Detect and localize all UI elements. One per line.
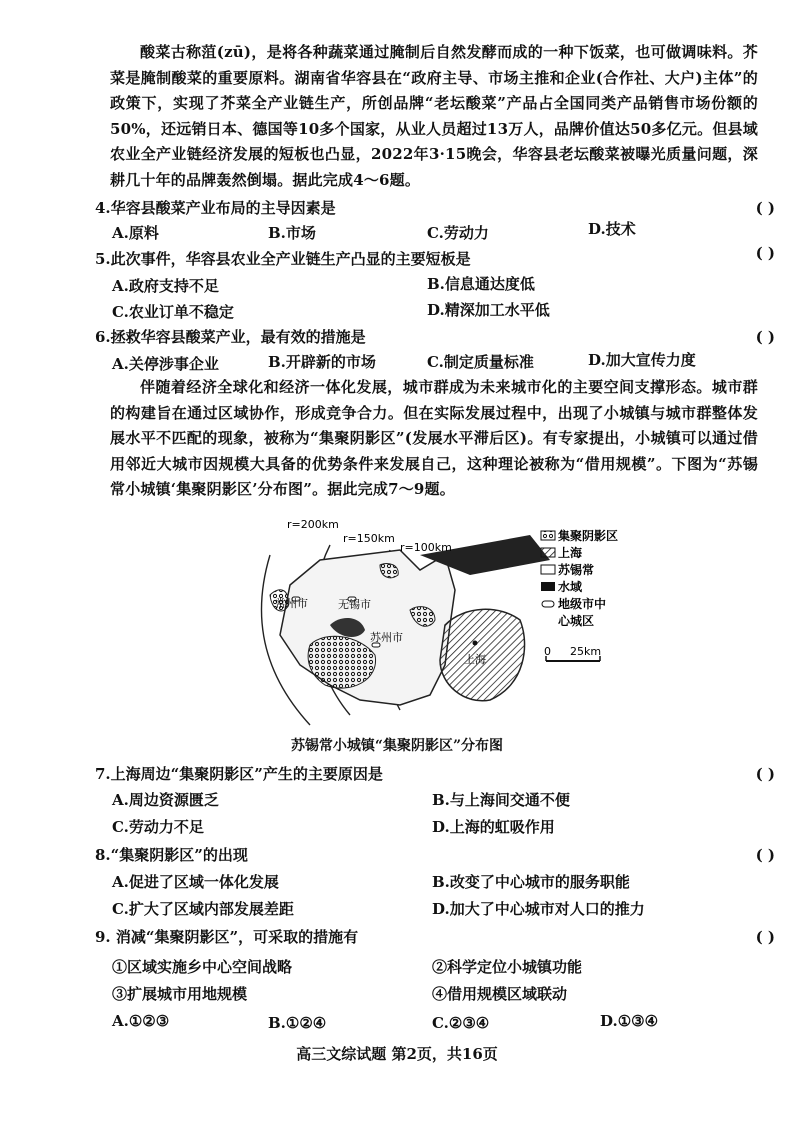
distribution-map (230, 515, 650, 730)
question-8 (95, 844, 775, 866)
radius-label: r=200km (287, 518, 339, 531)
question-9 (95, 926, 775, 948)
legend-swatch (541, 531, 555, 540)
suxichang-region (280, 550, 455, 705)
legend-label: 心城区 (558, 614, 595, 628)
passage-2 (110, 375, 758, 503)
question-4 (95, 197, 775, 219)
option[interactable]: C.②③④ (432, 1014, 490, 1032)
option[interactable]: A.①②③ (112, 1012, 170, 1030)
option[interactable]: B.信息通达度低 (427, 275, 535, 293)
question-7-stem: 7.上海周边“集聚阴影区”产生的主要原因是 (95, 765, 383, 783)
answer-paren[interactable]: ( ) (755, 765, 775, 783)
map-legend (541, 528, 618, 628)
statement-item: ①区域实施乡中心空间战略 (112, 958, 293, 976)
option[interactable]: A.关停涉事企业 (112, 355, 219, 373)
question-6 (95, 326, 775, 348)
passage-2-text: 伴随着经济全球化和经济一体化发展，城市群成为未来城市化的主要空间支撑形态。城市群的构建旨在通过区域协作，形成竞争合力。但在实际发展过程中，出现了小城镇与城市群整体发展水平不匹配的现象，被称为“集聚阴影区”(发展水平滞后区)。有专家提出，小城镇可以通过借用邻近大城市因规模大具备的优势条件来发展自己，这种理论被称为“借用规模”。下图为“苏锡常小城镇‘集聚阴影区’分布图”。据此完成7～9题。 (110, 378, 758, 499)
option[interactable]: B.①②④ (268, 1014, 327, 1032)
passage-1-text: 酸菜古称菹(zū)，是将各种蔬菜通过腌制后自然发酵而成的一种下饭菜，也可做调味料。芥菜是腌制酸菜的重要原料。湖南省华容县在“政府主导、市场主推和企业(合作社、大户)主体”的政策下，实现了芥菜全产业链生产，所创品牌“老坛酸菜”产品占全国同类产品销售市场份额的50%，还远销日本、德国等10多个国家，从业人员超过13万人，品牌价值达50多亿元。但县域农业全产业链经济发展的短板也凸显，2022年3·15晚会，华容县老坛酸菜被曝光质量问题，深耕几十年的品牌轰然倒塌。据此完成4～6题。 (110, 43, 758, 189)
question-7 (95, 763, 775, 785)
page-footer: 高三文综试题 第2页，共16页 (296, 1045, 498, 1063)
scale-label: 0 (544, 645, 551, 658)
option[interactable]: A.原料 (112, 224, 159, 242)
option[interactable]: D.①③④ (600, 1012, 659, 1030)
legend-swatch (542, 601, 554, 607)
legend-label: 地级市中 (558, 597, 607, 611)
option[interactable]: B.开辟新的市场 (268, 353, 376, 371)
answer-paren[interactable]: ( ) (755, 199, 775, 217)
statement-item: ③扩展城市用地规模 (112, 985, 248, 1003)
city-label: 苏州市 (370, 631, 403, 644)
question-5-stem: 5.此次事件，华容县农业全产业链生产凸显的主要短板是 (95, 250, 471, 268)
option[interactable]: B.改变了中心城市的服务职能 (432, 873, 630, 891)
option[interactable]: D.加大宣传力度 (588, 351, 696, 369)
answer-paren[interactable]: ( ) (755, 846, 775, 864)
option[interactable]: D.上海的虹吸作用 (432, 818, 555, 836)
radius-label: r=100km (400, 541, 452, 554)
question-9-stem: 9. 消减“集聚阴影区”，可采取的措施有 (95, 928, 359, 946)
city-label: 常州市 (275, 597, 308, 610)
question-8-stem: 8.“集聚阴影区”的出现 (95, 846, 248, 864)
statement-item: ②科学定位小城镇功能 (432, 958, 583, 976)
map-caption: 苏锡常小城镇“集聚阴影区”分布图 (290, 738, 504, 754)
city-label: 无锡市 (338, 598, 371, 611)
answer-paren[interactable]: ( ) (755, 928, 775, 946)
option[interactable]: B.与上海间交通不便 (432, 791, 570, 809)
option[interactable]: D.加大了中心城市对人口的推力 (432, 900, 645, 918)
option[interactable]: A.促进了区域一体化发展 (112, 873, 279, 891)
scale-label: 25km (570, 645, 602, 658)
legend-swatch (541, 582, 555, 591)
option[interactable]: C.农业订单不稳定 (112, 303, 234, 321)
answer-paren[interactable]: ( ) (755, 328, 775, 346)
scale-bar (544, 645, 601, 661)
question-6-stem: 6.拯救华容县酸菜产业，最有效的措施是 (95, 328, 366, 346)
city-center-marker (473, 641, 478, 646)
option[interactable]: D.技术 (588, 220, 636, 238)
legend-label: 集聚阴影区 (558, 529, 619, 543)
option[interactable]: C.劳动力不足 (112, 818, 204, 836)
option[interactable]: C.扩大了区域内部发展差距 (112, 900, 294, 918)
legend-label: 上海 (558, 546, 583, 560)
option[interactable]: A.政府支持不足 (112, 277, 219, 295)
option[interactable]: C.制定质量标准 (427, 353, 534, 371)
legend-swatch (541, 548, 555, 557)
city-label: 上海 (464, 653, 486, 666)
map-svg (230, 515, 650, 730)
legend-label: 水域 (558, 580, 583, 594)
passage-1 (110, 40, 758, 194)
legend-label: 苏锡常 (558, 563, 595, 577)
legend-swatch (541, 565, 555, 574)
radius-label: r=150km (343, 532, 395, 545)
option[interactable]: A.周边资源匮乏 (112, 791, 219, 809)
question-5 (95, 244, 775, 270)
option[interactable]: B.市场 (268, 224, 316, 242)
question-4-stem: 4.华容县酸菜产业布局的主导因素是 (95, 199, 336, 217)
statement-item: ④借用规模区域联动 (432, 985, 568, 1003)
answer-paren[interactable]: ( ) (755, 244, 775, 262)
option[interactable]: C.劳动力 (427, 224, 489, 242)
option[interactable]: D.精深加工水平低 (427, 301, 550, 319)
